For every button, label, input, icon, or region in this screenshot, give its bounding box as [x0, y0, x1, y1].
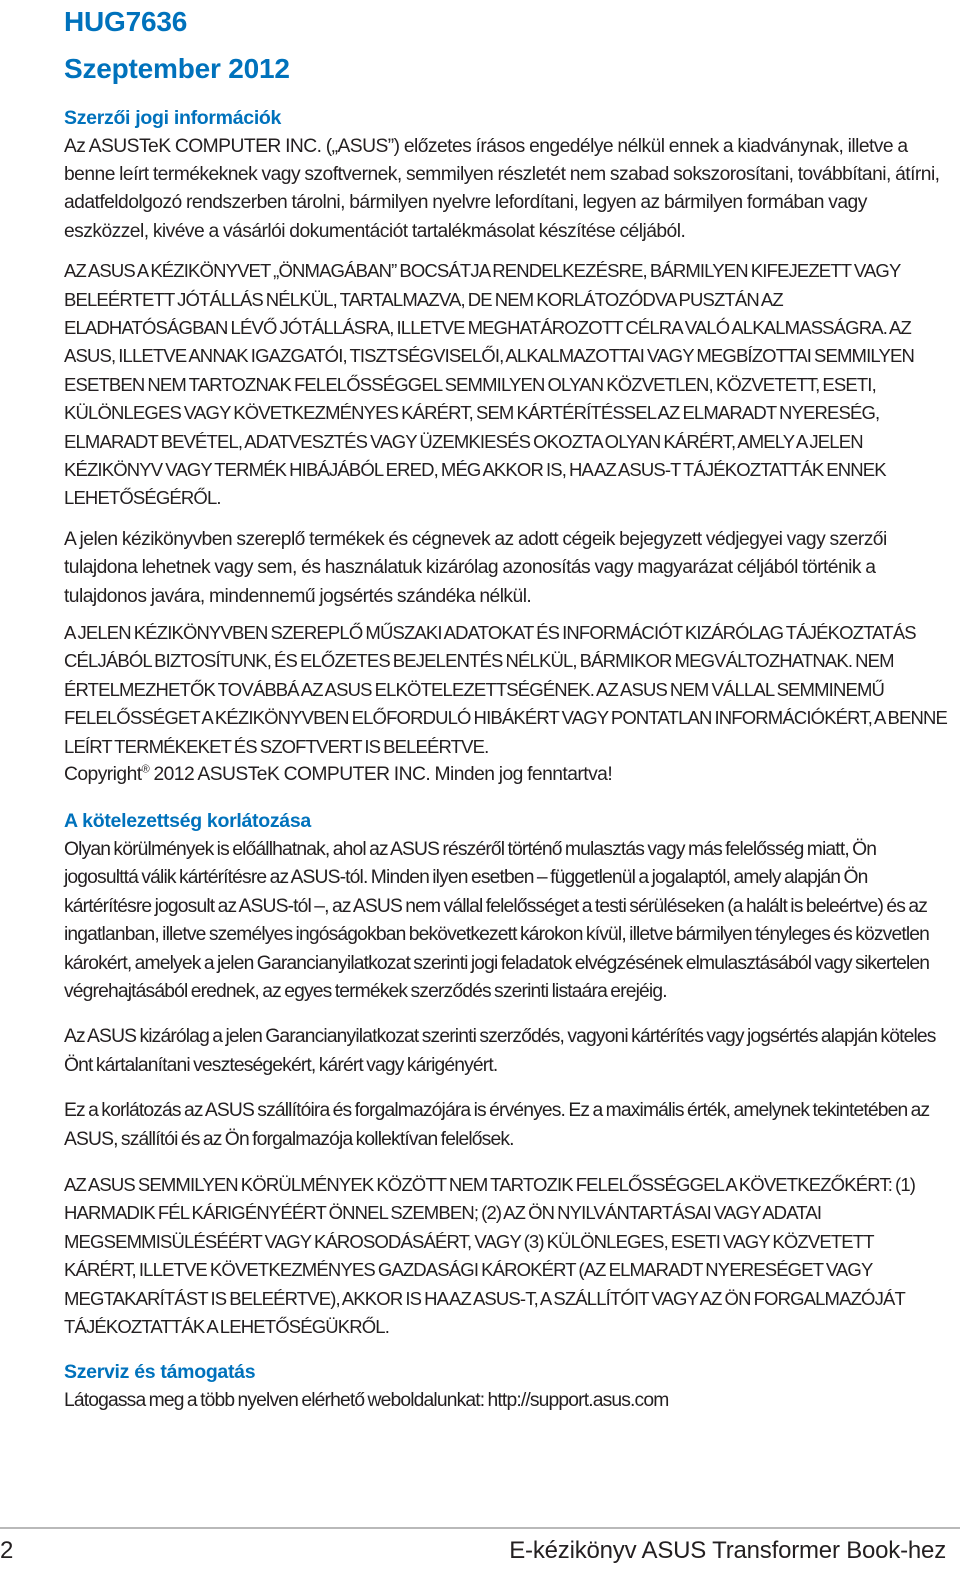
trademarks-paragraph: A jelen kézikönyvben szereplő termékek és cégnevek az adott cégeik bejegyzett védjegyei vagy szerzői tulajdona lehetnek vagy sem, és használatuk kizárólag azonosítás vagy magyarázat céljából történik a tulajdonos javára, mindennemű jogsértés szándéka nélkül. — [64, 528, 887, 607]
copyright-line — [64, 761, 948, 789]
liability-paragraph-2: Az ASUS kizárólag a jelen Garancianyilatkozat szerinti szerződés, vagyoni kártérítés vagy jogsértés alapján köteles Önt kártalanítani veszteségekért, kárért vagy kárigényért. — [64, 1026, 936, 1076]
disclaimer-paragraph: AZ ASUS A KÉZIKÖNYVET „ÖNMAGÁBAN” BOCSÁTJA RENDELKEZÉSRE, BÁRMILYEN KIFEJEZETT VAGY BELEÉRTETT JÓTÁLLÁS NÉLKÜL, TARTALMAZVA, DE NEM KORLÁTOZÓDVA PUSZTÁN AZ ELADHATÓSÁGBAN LÉVŐ JÓTÁLLÁSRA, ILLETVE MEGHATÁROZOTT CÉLRA VALÓ ALKALMASSÁGRA. AZ ASUS, ILLETVE ANNAK IGAZGATÓI, TISZTSÉGVISELŐI, ALKALMAZOTTAI VAGY MEGBÍZOTTAI SEMMILYEN ESETBEN NEM TARTOZNAK FELELŐSSÉGGEL SEMMILYEN OLYAN KÖZVETLEN, KÖZVETETT, ESETI, KÜLÖNLEGES VAGY KÖVETKEZMÉNYES KÁRÉRT, SEM KÁRTÉRÍTÉSSEL AZ ELMARADT NYERESÉG, ELMARADT BEVÉTEL, ADATVESZTÉS VAGY ÜZEMKIESÉS OKOZTA OLYAN KÁRÉRT, AMELY A JELEN KÉZIKÖNYV VAGY TERMÉK HIBÁJÁBÓL ERED, MÉG AKKOR IS, HA AZ ASUS-T TÁJÉKOZTATTÁK ENNEK LEHETŐSÉGÉRŐL. — [64, 260, 914, 509]
document-code: HUG7636 — [64, 6, 188, 37]
copyright-heading: Szerzői jogi információk — [64, 107, 282, 129]
footer-manual-title: E-kézikönyv ASUS Transformer Book-hez — [509, 1537, 946, 1564]
liability-paragraph-3: Ez a korlátozás az ASUS szállítóira és forgalmazójára is érvényes. Ez a maximális érték, amelynek tekintetében az ASUS, szállítói és az Ön forgalmazója kollektívan felelősek. — [64, 1100, 930, 1150]
liability-heading: A kötelezettség korlátozása — [64, 810, 311, 833]
page-number: 2 — [0, 1537, 14, 1564]
specifications-paragraph: A JELEN KÉZIKÖNYVBEN SZEREPLŐ MŰSZAKI ADATOKAT ÉS INFORMÁCIÓT KIZÁRÓLAG TÁJÉKOZTATÁS CÉLJÁBÓL BIZTOSÍTUNK, ÉS ELŐZETES BEJELENTÉS NÉLKÜL, BÁRMIKOR MEGVÁLTOZHATNAK. NEM ÉRTELMEZHETŐK TOVÁBBÁ AZ ASUS ELKÖTELEZETTSÉGÉNEK. AZ ASUS NEM VÁLLAL SEMMINEMŰ FELELŐSSÉGET A KÉZIKÖNYVBEN ELŐFORDULÓ HIBÁKÉRT VAGY PONTATLAN INFORMÁCIÓKÉRT, A BENNE LEÍRT TERMÉKEKET ÉS SZOFTVERT IS BELEÉRTVE. — [64, 622, 947, 757]
footer-divider — [0, 1527, 960, 1529]
liability-paragraph-4: AZ ASUS SEMMILYEN KÖRÜLMÉNYEK KÖZÖTT NEM TARTOZIK FELELŐSSÉGGEL A KÖVETKEZŐKÉRT: (1) HARMADIK FÉL KÁRIGÉNYÉÉRT ÖNNEL SZEMBEN; (2) AZ ÖN NYILVÁNTARTÁSAI VAGY ADATAI MEGSEMMISÜLÉSÉÉRT VAGY KÁROSODÁSÁÉRT, VAGY (3) KÜLÖNLEGES, ESETI VAGY KÖZVETETT KÁRÉRT, ILLETVE KÖVETKEZMÉNYES GAZDASÁGI KÁROKÉRT (AZ ELMARADT NYERESÉGET VAGY MEGTAKARÍTÁST IS BELEÉRTVE), AKKOR IS HA AZ ASUS-T, A SZÁLLÍTÓIT VAGY AZ ÖN FORGALMAZÓJÁT TÁJÉKOZTATTÁK A LEHETŐSÉGÜKRŐL. — [64, 1174, 916, 1338]
document-date: Szeptember 2012 — [64, 53, 290, 84]
registered-mark: ® — [141, 763, 150, 776]
copyright-intro-paragraph: Az ASUSTeK COMPUTER INC. („ASUS”) előzetes írásos engedélye nélkül ennek a kiadványnak, illetve a benne leírt termékeknek vagy szoftvernek, semmilyen részletét nem szabad sokszorosítani, továbbítani, átírni, adatfeldolgozó rendszerben tárolni, bármilyen nyelvre lefordítani, legyen az bármilyen formában vagy eszközzel, kivéve a vásárlói dokumentációt tartalékmásolat készítése céljából. — [64, 135, 940, 242]
support-paragraph: Látogassa meg a több nyelven elérhető weboldalunkat: http://support.asus.com — [64, 1389, 669, 1411]
page-content — [64, 0, 948, 1415]
support-heading: Szerviz és támogatás — [64, 1361, 256, 1384]
copyright-prefix: Copyright — [64, 764, 142, 786]
copyright-suffix: 2012 ASUSTeK COMPUTER INC. Minden jog fenntartva! — [149, 764, 613, 786]
liability-paragraph-1: Olyan körülmények is előállhatnak, ahol az ASUS részéről történő mulasztás vagy más felelősség miatt, Ön jogosulttá válik kártérítésre az ASUS-tól. Minden ilyen esetben – függetlenül a jogalaptól, amely alapján Ön kártérítésre jogosult az ASUS-tól –, az ASUS nem vállal felelősséget a testi sérüléseken (a halált is beleértve) és az ingatlanban, illetve személyes ingóságokban bekövetkezett károkon kívül, illetve bármilyen tényleges és közvetlen károkért, amelyek a jelen Garancianyilatkozat szerinti jogi feladatok elvégzésének elmulasztásából vagy sikertelen végrehajtásából erednek, az egyes termékek szerződés szerinti listaára erejéig. — [64, 838, 930, 1002]
